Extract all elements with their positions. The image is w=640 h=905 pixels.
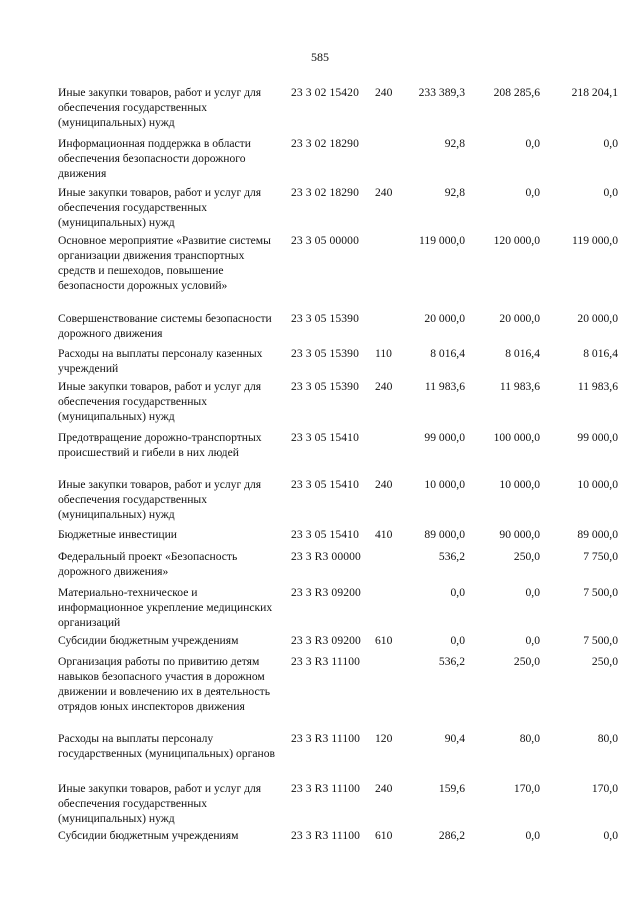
row-code: 23 3 R3 11100: [291, 655, 361, 668]
row-value-year-1: 536,2: [438, 550, 465, 563]
table-row: [58, 136, 618, 180]
row-value-year-3: 7 500,0: [583, 634, 618, 647]
row-expense-type: 240: [375, 478, 393, 491]
table-row: [58, 585, 618, 632]
row-value-year-2: 0,0: [525, 829, 540, 842]
table-row: [58, 477, 618, 525]
row-value-year-1: 8 016,4: [430, 347, 465, 360]
row-description: Иные закупки товаров, работ и услуг для обеспечения государственных (муниципальных) нужд: [58, 478, 262, 521]
row-value-year-2: 0,0: [525, 137, 540, 150]
row-value-year-1: 89 000,0: [424, 528, 465, 541]
row-value-year-2: 20 000,0: [499, 312, 540, 325]
row-code: 23 3 05 15390: [291, 312, 359, 325]
row-value-year-3: 20 000,0: [577, 312, 618, 325]
row-value-year-3: 218 204,1: [571, 86, 618, 99]
row-value-year-2: 90 000,0: [499, 528, 540, 541]
row-description: Основное мероприятие «Развитие системы организации движения транспортных средств и пешеходов, повышение безопасности дорожных условий»: [58, 234, 271, 292]
row-value-year-1: 90,4: [444, 732, 465, 745]
row-code: 23 3 R3 09200: [291, 586, 361, 599]
row-code: 23 3 R3 11100: [291, 782, 361, 795]
row-expense-type: 110: [375, 347, 392, 360]
row-code: 23 3 05 15390: [291, 380, 359, 393]
row-description: Совершенствование системы безопасности дорожного движения: [58, 312, 272, 340]
table-row: [58, 346, 618, 378]
table-row: [58, 85, 618, 132]
row-value-year-1: 286,2: [438, 829, 465, 842]
row-value-year-2: 100 000,0: [493, 431, 540, 444]
row-code: 23 3 R3 11100: [291, 732, 361, 745]
row-value-year-2: 10 000,0: [499, 478, 540, 491]
row-description: Расходы на выплаты персоналу казенных учреждений: [58, 347, 263, 375]
table-row: [58, 633, 618, 649]
row-value-year-1: 92,8: [444, 137, 465, 150]
row-value-year-1: 0,0: [450, 586, 465, 599]
row-code: 23 3 05 15410: [291, 431, 359, 444]
row-description: Организация работы по привитию детям навыков безопасного участия в дорожном движении и вовлечению их в деятельность отрядов юных инспекторов движения: [58, 655, 271, 713]
row-value-year-2: 80,0: [519, 732, 540, 745]
row-description: Информационная поддержка в области обеспечения безопасности дорожного движения: [58, 137, 251, 180]
row-expense-type: 410: [375, 528, 393, 541]
row-value-year-1: 99 000,0: [424, 431, 465, 444]
row-code: 23 3 02 18290: [291, 137, 359, 150]
row-expense-type: 240: [375, 782, 393, 795]
row-value-year-1: 10 000,0: [424, 478, 465, 491]
row-code: 23 3 R3 11100: [291, 829, 361, 842]
row-code: 23 3 05 00000: [291, 234, 359, 247]
row-description: Бюджетные инвестиции: [58, 528, 178, 541]
row-description: Субсидии бюджетным учреждениям: [58, 634, 239, 647]
row-value-year-3: 170,0: [591, 782, 618, 795]
row-expense-type: 120: [375, 732, 393, 745]
table-row: [58, 379, 618, 425]
row-description: Расходы на выплаты персоналу государственных (муниципальных) органов: [58, 732, 275, 760]
table-row: [58, 549, 618, 581]
row-value-year-3: 0,0: [603, 829, 618, 842]
row-description: Иные закупки товаров, работ и услуг для обеспечения государственных (муниципальных) нужд: [58, 186, 262, 229]
table-row: [58, 527, 618, 543]
row-value-year-1: 92,8: [444, 186, 465, 199]
row-value-year-3: 89 000,0: [577, 528, 618, 541]
row-value-year-3: 7 750,0: [583, 550, 618, 563]
row-value-year-1: 536,2: [438, 655, 465, 668]
table-row: [58, 781, 618, 827]
row-code: 23 3 02 18290: [291, 186, 359, 199]
row-value-year-2: 250,0: [513, 655, 540, 668]
row-value-year-3: 250,0: [591, 655, 618, 668]
row-value-year-3: 119 000,0: [572, 234, 618, 247]
row-expense-type: 610: [375, 634, 393, 647]
table-row: [58, 654, 618, 726]
row-description: Субсидии бюджетным учреждениям: [58, 829, 239, 842]
row-value-year-1: 233 389,3: [418, 86, 465, 99]
row-code: 23 3 05 15390: [291, 347, 359, 360]
row-code: 23 3 R3 00000: [291, 550, 361, 563]
row-value-year-3: 8 016,4: [583, 347, 618, 360]
row-description: Иные закупки товаров, работ и услуг для обеспечения государственных (муниципальных) нужд: [58, 782, 262, 825]
table-row: [58, 185, 618, 232]
table-row: [58, 828, 618, 844]
row-value-year-2: 208 285,6: [493, 86, 540, 99]
row-expense-type: 240: [375, 86, 393, 99]
row-expense-type: 240: [375, 186, 393, 199]
row-value-year-3: 99 000,0: [577, 431, 618, 444]
row-value-year-3: 80,0: [597, 732, 618, 745]
row-expense-type: 240: [375, 380, 393, 393]
row-value-year-1: 11 983,6: [424, 380, 465, 393]
table-row: [58, 233, 618, 305]
row-expense-type: 610: [375, 829, 393, 842]
row-code: 23 3 R3 09200: [291, 634, 361, 647]
row-value-year-3: 7 500,0: [583, 586, 618, 599]
row-description: Предотвращение дорожно-транспортных происшествий и гибели в них людей: [58, 431, 262, 459]
page-number: 585: [311, 50, 329, 64]
row-value-year-3: 0,0: [603, 186, 618, 199]
row-value-year-1: 0,0: [450, 634, 465, 647]
table-row: [58, 311, 618, 343]
row-value-year-3: 0,0: [603, 137, 618, 150]
row-value-year-3: 11 983,6: [577, 380, 618, 393]
row-value-year-2: 250,0: [513, 550, 540, 563]
row-value-year-3: 10 000,0: [577, 478, 618, 491]
row-value-year-2: 0,0: [525, 634, 540, 647]
row-description: Иные закупки товаров, работ и услуг для обеспечения государственных (муниципальных) нужд: [58, 86, 262, 129]
table-row: [58, 430, 618, 477]
row-value-year-2: 0,0: [525, 586, 540, 599]
row-value-year-2: 0,0: [525, 186, 540, 199]
row-value-year-2: 11 983,6: [499, 380, 540, 393]
row-value-year-2: 8 016,4: [505, 347, 540, 360]
row-value-year-1: 20 000,0: [424, 312, 465, 325]
table-row: [58, 731, 618, 778]
row-code: 23 3 05 15410: [291, 528, 359, 541]
row-value-year-1: 119 000,0: [419, 234, 465, 247]
row-value-year-1: 159,6: [438, 782, 465, 795]
row-value-year-2: 120 000,0: [493, 234, 540, 247]
row-description: Иные закупки товаров, работ и услуг для обеспечения государственных (муниципальных) нужд: [58, 380, 262, 423]
row-description: Материально-техническое и информационное укрепление медицинских организаций: [58, 586, 273, 629]
row-code: 23 3 05 15410: [291, 478, 359, 491]
row-value-year-2: 170,0: [513, 782, 540, 795]
row-code: 23 3 02 15420: [291, 86, 359, 99]
row-description: Федеральный проект «Безопасность дорожного движения»: [58, 550, 238, 578]
